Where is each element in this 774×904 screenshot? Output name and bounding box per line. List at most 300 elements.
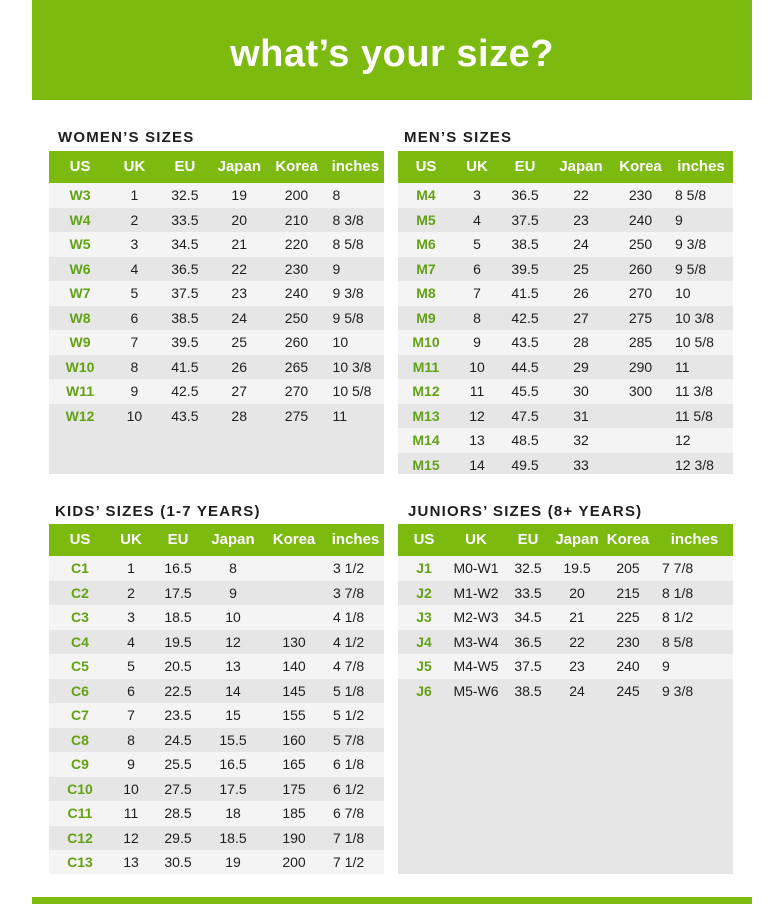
- table-cell: 16.5: [164, 560, 192, 576]
- table-cell: 5: [130, 285, 139, 301]
- table-cell: 20: [569, 584, 585, 601]
- table-cell: 23: [569, 658, 585, 674]
- column-header: Korea: [275, 158, 318, 175]
- table-cell: 6 1/2: [333, 780, 365, 797]
- table-row: [49, 183, 384, 208]
- size-code-cell: M10: [412, 334, 440, 350]
- column-header: US: [69, 531, 91, 548]
- table-cell: 9: [130, 383, 139, 399]
- column-header: US: [415, 158, 437, 175]
- table-row: [49, 379, 384, 404]
- table-cell: 38.5: [514, 682, 542, 699]
- table-cell: 19.5: [563, 560, 591, 576]
- table-cell: 9 3/8: [332, 285, 364, 301]
- table-cell: 275: [628, 309, 653, 326]
- table-cell: 25: [573, 260, 589, 277]
- table-row: [398, 208, 733, 233]
- column-header: Korea: [272, 531, 316, 548]
- size-code-cell: J2: [416, 584, 432, 601]
- table-row: [49, 679, 384, 704]
- kids-size-table: [49, 524, 384, 874]
- size-code-cell: W3: [69, 187, 91, 203]
- table-cell: 38.5: [171, 309, 199, 326]
- table-row: [398, 330, 733, 355]
- table-cell: 7: [130, 334, 139, 350]
- table-cell: 38.5: [511, 236, 539, 252]
- column-header: US: [69, 158, 91, 175]
- table-cell: 230: [616, 633, 640, 650]
- table-cell: 3 7/8: [333, 584, 365, 601]
- column-header: EU: [174, 158, 196, 175]
- table-cell: 41.5: [511, 285, 539, 301]
- table-cell: 6 7/8: [333, 805, 365, 821]
- table-cell: 165: [282, 756, 306, 772]
- table-cell: 15.5: [219, 731, 247, 748]
- table-cell: 22: [573, 187, 589, 203]
- table-row: [398, 379, 733, 404]
- table-row: [49, 605, 384, 630]
- size-code-cell: M15: [412, 456, 440, 473]
- table-row: [49, 330, 384, 355]
- size-code-cell: M8: [416, 285, 436, 301]
- table-cell: 43.5: [171, 407, 199, 424]
- table-cell: [612, 428, 669, 453]
- column-header: EU: [167, 531, 189, 548]
- table-cell: 9: [473, 334, 481, 350]
- table-row: [49, 208, 384, 233]
- table-cell: 275: [284, 407, 309, 424]
- size-code-cell: W7: [69, 285, 91, 301]
- table-cell: 10 3/8: [332, 358, 372, 375]
- table-header: [398, 151, 733, 183]
- table-cell: 18.5: [219, 829, 247, 846]
- table-cell: 200: [284, 187, 309, 203]
- table-cell: 1: [130, 187, 139, 203]
- table-cell: 185: [282, 805, 306, 821]
- table-cell: 33.5: [171, 211, 199, 228]
- table-cell: 155: [282, 707, 306, 723]
- size-code-cell: W8: [69, 309, 91, 326]
- women-size-table: [49, 151, 384, 474]
- table-cell: 8 5/8: [332, 236, 364, 252]
- table-cell: 4 1/8: [333, 609, 365, 625]
- column-header: UK: [123, 158, 146, 175]
- table-cell: 29.5: [164, 829, 192, 846]
- table-cell: 3: [130, 236, 139, 252]
- table-cell: 200: [282, 854, 306, 870]
- table-cell: 18.5: [164, 609, 192, 625]
- table-cell: 245: [616, 682, 640, 699]
- juniors-size-table: [398, 524, 733, 874]
- table-cell: 10 3/8: [675, 309, 714, 326]
- size-code-cell: M5: [416, 211, 436, 228]
- table-cell: 9: [229, 584, 237, 601]
- column-header: Japan: [559, 158, 603, 175]
- table-cell: 19: [225, 854, 241, 870]
- table-cell: 16.5: [219, 756, 247, 772]
- table-cell: 10: [675, 285, 691, 301]
- table-cell: 7 1/2: [333, 854, 365, 870]
- table-cell: 5: [127, 658, 135, 674]
- size-code-cell: C5: [71, 658, 89, 674]
- size-code-cell: C7: [71, 707, 89, 723]
- table-cell: 28.5: [164, 805, 192, 821]
- size-code-cell: M9: [416, 309, 436, 326]
- table-cell: 1: [127, 560, 135, 576]
- size-code-cell: J4: [416, 633, 432, 650]
- size-code-cell: W9: [69, 334, 91, 350]
- table-cell: 29: [573, 358, 589, 375]
- table-row: [49, 630, 384, 655]
- table-row: [49, 728, 384, 753]
- table-cell: 12 3/8: [675, 456, 714, 473]
- table-cell: 30.5: [164, 854, 192, 870]
- table-row: [49, 654, 384, 679]
- table-cell: 265: [284, 358, 309, 375]
- table-cell: 41.5: [171, 358, 199, 375]
- table-cell: 240: [628, 211, 653, 228]
- table-cell: 25.5: [164, 756, 192, 772]
- table-row: [49, 801, 384, 826]
- table-cell: 17.5: [164, 584, 192, 601]
- table-cell: 220: [284, 236, 309, 252]
- size-code-cell: W12: [65, 407, 95, 424]
- table-cell: 8: [130, 358, 139, 375]
- table-cell: 18: [225, 805, 241, 821]
- table-cell: 5 1/2: [333, 707, 365, 723]
- table-cell: 9 5/8: [675, 260, 707, 277]
- table-cell: 10: [123, 780, 139, 797]
- table-cell: 250: [628, 236, 653, 252]
- table-row: [49, 306, 384, 331]
- table-cell: 175: [282, 780, 306, 797]
- column-header: inches: [677, 158, 725, 175]
- table-cell: 13: [469, 432, 485, 448]
- table-cell: 10 5/8: [332, 383, 372, 399]
- table-cell: 9 3/8: [675, 236, 707, 252]
- table-cell: 5: [473, 236, 481, 252]
- table-cell: 205: [616, 560, 640, 576]
- table-cell: 24.5: [164, 731, 192, 748]
- table-cell: [612, 404, 669, 429]
- column-header: EU: [517, 531, 539, 548]
- table-cell: 22: [231, 260, 247, 277]
- table-cell: 20.5: [164, 658, 192, 674]
- table-cell: 270: [628, 285, 653, 301]
- table-row: [49, 355, 384, 380]
- table-cell: 23: [573, 211, 589, 228]
- men-size-table: [398, 151, 733, 474]
- table-cell: 33: [573, 456, 589, 473]
- size-code-cell: C9: [71, 756, 89, 772]
- table-cell: 12: [469, 407, 485, 424]
- table-cell: 5 1/8: [333, 682, 365, 699]
- table-cell: 8 5/8: [675, 187, 707, 203]
- table-cell: 8: [332, 187, 341, 203]
- table-row: [398, 654, 733, 679]
- table-cell: 37.5: [511, 211, 539, 228]
- size-code-cell: M12: [412, 383, 440, 399]
- column-header: UK: [465, 531, 487, 548]
- table-row: [49, 232, 384, 257]
- table-cell: 20: [231, 211, 247, 228]
- table-cell: 12: [123, 829, 139, 846]
- table-cell: 49.5: [511, 456, 539, 473]
- column-header: EU: [514, 158, 536, 175]
- table-cell: 23.5: [164, 707, 192, 723]
- table-cell: 290: [628, 358, 653, 375]
- table-cell: 24: [569, 682, 585, 699]
- column-header: inches: [331, 158, 380, 175]
- table-cell: [261, 581, 327, 606]
- header-banner: [32, 0, 752, 100]
- table-cell: 8 5/8: [662, 633, 694, 650]
- table-cell: 9: [127, 756, 135, 772]
- table-cell: 8 1/8: [662, 584, 694, 601]
- table-cell: 44.5: [511, 358, 539, 375]
- table-cell: 26: [231, 358, 247, 375]
- kids-section-title: KIDS’ SIZES (1-7 YEARS): [55, 503, 261, 520]
- table-cell: 32: [573, 432, 589, 448]
- table-cell: 4 1/2: [333, 633, 365, 650]
- table-cell: 39.5: [171, 334, 199, 350]
- footer-bar: [32, 897, 752, 904]
- table-cell: 4: [130, 260, 139, 277]
- table-cell: 11: [469, 383, 485, 399]
- table-cell: [612, 453, 669, 475]
- table-row: [398, 556, 733, 581]
- table-cell: 4: [127, 633, 135, 650]
- table-cell: 15: [225, 707, 241, 723]
- table-cell: M5-W6: [453, 682, 499, 699]
- table-cell: 22.5: [164, 682, 192, 699]
- table-cell: M3-W4: [453, 633, 499, 650]
- size-code-cell: W4: [69, 211, 91, 228]
- table-cell: 10: [469, 358, 485, 375]
- table-cell: 11 5/8: [675, 407, 713, 424]
- table-cell: 11: [675, 358, 690, 375]
- table-cell: 250: [284, 309, 309, 326]
- table-cell: 36.5: [514, 633, 542, 650]
- table-cell: [261, 556, 327, 581]
- table-row: [398, 257, 733, 282]
- table-cell: 225: [616, 609, 640, 625]
- table-row: [398, 306, 733, 331]
- table-row: [398, 581, 733, 606]
- table-cell: 47.5: [511, 407, 539, 424]
- table-cell: 24: [573, 236, 589, 252]
- table-cell: 4: [473, 211, 481, 228]
- table-cell: 7 7/8: [662, 560, 694, 576]
- size-code-cell: W11: [66, 383, 95, 399]
- size-code-cell: C11: [67, 805, 93, 821]
- table-row: [49, 777, 384, 802]
- table-cell: 42.5: [171, 383, 199, 399]
- table-row: [49, 281, 384, 306]
- table-cell: 9 3/8: [662, 682, 694, 699]
- table-cell: 145: [282, 682, 306, 699]
- table-row: [398, 428, 733, 453]
- table-cell: 9 5/8: [332, 309, 364, 326]
- table-cell: 32.5: [514, 560, 542, 576]
- size-code-cell: M11: [412, 358, 440, 375]
- column-header: Japan: [211, 531, 255, 548]
- table-cell: 2: [130, 211, 139, 228]
- women-section-title: WOMEN’S SIZES: [58, 129, 195, 146]
- table-cell: 7: [127, 707, 135, 723]
- table-cell: 11: [332, 407, 348, 424]
- table-cell: 37.5: [514, 658, 542, 674]
- table-header: [49, 151, 384, 183]
- table-cell: 10: [225, 609, 241, 625]
- table-row: [49, 257, 384, 282]
- table-row: [398, 605, 733, 630]
- table-cell: 22: [569, 633, 585, 650]
- table-cell: 27: [573, 309, 589, 326]
- table-cell: M1-W2: [453, 584, 499, 601]
- table-cell: 7: [473, 285, 481, 301]
- table-cell: 6: [473, 260, 481, 277]
- size-code-cell: M6: [416, 236, 436, 252]
- table-row: [49, 752, 384, 777]
- table-cell: 5 7/8: [333, 731, 365, 748]
- table-cell: 8: [473, 309, 481, 326]
- table-cell: 6: [130, 309, 139, 326]
- size-code-cell: J1: [416, 560, 432, 576]
- table-row: [398, 355, 733, 380]
- table-cell: 45.5: [511, 383, 539, 399]
- table-cell: 34.5: [514, 609, 542, 625]
- table-cell: 21: [569, 609, 585, 625]
- table-cell: 24: [231, 309, 247, 326]
- table-cell: M2-W3: [453, 609, 499, 625]
- table-cell: 9: [675, 211, 683, 228]
- table-cell: 300: [628, 383, 653, 399]
- table-row: [398, 630, 733, 655]
- size-code-cell: M14: [412, 432, 440, 448]
- table-cell: 43.5: [511, 334, 539, 350]
- table-cell: 140: [282, 658, 306, 674]
- column-header: inches: [331, 531, 380, 548]
- table-cell: 6 1/8: [333, 756, 365, 772]
- table-cell: 3: [127, 609, 135, 625]
- table-cell: 7 1/8: [333, 829, 365, 846]
- men-section-title: MEN’S SIZES: [404, 129, 513, 146]
- table-cell: 215: [616, 584, 640, 601]
- size-code-cell: C6: [71, 682, 89, 699]
- table-cell: 9: [332, 260, 341, 277]
- table-cell: 230: [284, 260, 309, 277]
- table-cell: 27.5: [164, 780, 192, 797]
- table-cell: 240: [284, 285, 309, 301]
- table-cell: 48.5: [511, 432, 539, 448]
- table-header: [398, 524, 733, 556]
- column-header: Korea: [619, 158, 662, 175]
- table-cell: 32.5: [171, 187, 199, 203]
- table-cell: 10: [126, 407, 143, 424]
- table-cell: 8: [127, 731, 135, 748]
- table-cell: 11: [123, 805, 139, 821]
- table-header: [49, 524, 384, 556]
- table-cell: 230: [628, 187, 653, 203]
- table-row: [398, 679, 733, 704]
- table-row: [49, 826, 384, 851]
- table-row: [398, 281, 733, 306]
- table-cell: 19: [231, 187, 247, 203]
- table-row: [398, 183, 733, 208]
- table-cell: 12: [675, 432, 691, 448]
- size-code-cell: W6: [69, 260, 91, 277]
- table-cell: 2: [127, 584, 135, 601]
- table-cell: 31: [573, 407, 589, 424]
- size-code-cell: J3: [416, 609, 432, 625]
- table-row: [398, 232, 733, 257]
- table-cell: 19.5: [164, 633, 192, 650]
- size-code-cell: M7: [416, 260, 436, 277]
- size-code-cell: C8: [71, 731, 89, 748]
- table-cell: 39.5: [511, 260, 539, 277]
- table-row: [49, 404, 384, 429]
- table-cell: 28: [573, 334, 589, 350]
- table-cell: 4 7/8: [333, 658, 365, 674]
- table-cell: 6: [127, 682, 135, 699]
- size-code-cell: W10: [65, 358, 95, 375]
- table-cell: 270: [284, 383, 309, 399]
- table-cell: 260: [284, 334, 309, 350]
- column-header: US: [413, 531, 435, 548]
- table-cell: 27: [231, 383, 247, 399]
- table-cell: 13: [225, 658, 241, 674]
- column-header: UK: [120, 531, 142, 548]
- table-cell: 160: [282, 731, 306, 748]
- table-cell: 33.5: [514, 584, 542, 601]
- table-row: [49, 581, 384, 606]
- size-code-cell: C4: [71, 633, 89, 650]
- table-cell: M0-W1: [453, 560, 499, 576]
- size-code-cell: C1: [71, 560, 89, 576]
- table-cell: 8 1/2: [662, 609, 694, 625]
- table-cell: 210: [284, 211, 309, 228]
- table-cell: 25: [231, 334, 247, 350]
- table-cell: 13: [123, 854, 139, 870]
- table-cell: 8 3/8: [332, 211, 364, 228]
- table-cell: 3: [473, 187, 481, 203]
- table-cell: 17.5: [219, 780, 247, 797]
- size-code-cell: M4: [416, 187, 436, 203]
- table-cell: 285: [628, 334, 653, 350]
- table-cell: 11 3/8: [675, 383, 713, 399]
- table-cell: 240: [616, 658, 640, 674]
- table-cell: 10 5/8: [675, 334, 714, 350]
- table-cell: 23: [231, 285, 247, 301]
- column-header: inches: [670, 531, 719, 548]
- table-cell: 3 1/2: [333, 560, 365, 576]
- column-header: Korea: [606, 531, 650, 548]
- column-header: UK: [466, 158, 488, 175]
- table-cell: 42.5: [511, 309, 539, 326]
- size-code-cell: M13: [412, 407, 440, 424]
- table-cell: 12: [225, 633, 241, 650]
- column-header: Japan: [217, 158, 261, 175]
- size-code-cell: J6: [416, 682, 432, 699]
- table-cell: 14: [225, 682, 241, 699]
- table-cell: 34.5: [171, 236, 199, 252]
- table-row: [49, 850, 384, 874]
- table-cell: [261, 605, 327, 630]
- size-code-cell: W5: [69, 236, 91, 252]
- size-code-cell: C3: [71, 609, 89, 625]
- table-cell: 10: [332, 334, 349, 350]
